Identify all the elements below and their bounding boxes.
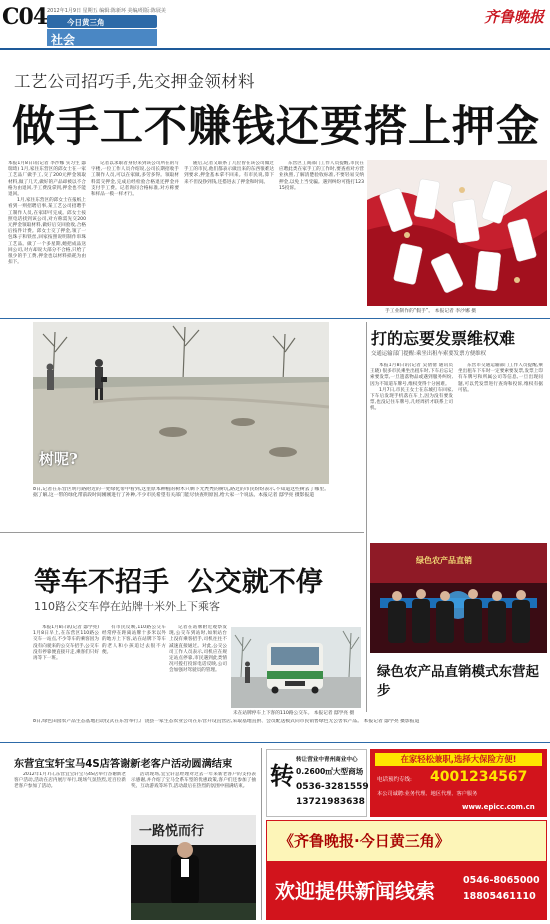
crafts-photo-caption: 手工业制作的“假手”。 本报记者 李沙娜 摄: [385, 309, 477, 314]
paper-logo: 齐鲁晚报: [484, 8, 545, 26]
car-headline: 东营宜宝轩宝马4S店答谢新老客户活动圆满结束: [14, 759, 233, 770]
ad-hotline: [266, 820, 547, 920]
car-body-col-2: 活动现场,宜宝轩总经理对过去一年来新老客户的支持表示感谢,并介绍了宝马全系车型的优惠政策,客户们还参加了抽奖、互动游戏等环节,活动最后在热烈的氛围中圆满结束。: [131, 772, 256, 790]
divider: [366, 322, 367, 712]
crafts-photo-illustration: [367, 160, 547, 306]
bus-photo-illustration: [231, 627, 361, 708]
ad-recruit-title: 在家轻松兼职,选择大保险方便!: [375, 753, 542, 766]
ad-transfer-line2: 0.2600㎡大型商场: [296, 767, 364, 776]
ad-recruit: [370, 749, 547, 817]
green-caption: 8日,绿色田园农产品生态基地启动仪式在东营举行,广饶县一家生态农业公司在东营开设直营店,采取基地直供、会员配送模式向市民销售绿色无公害农产品。 本报记者 邸学亮 摄影报道: [33, 719, 420, 724]
page-meta: 2012年1月9日 星期五 编辑:陈新环 美编/组版:陈展美: [47, 8, 166, 14]
ad-transfer-phone1: 0536-3281559: [296, 782, 369, 792]
ad-transfer-phone2: 13721983638: [296, 797, 365, 807]
bus-photo: [231, 627, 361, 708]
ad-transfer-char: 转: [270, 762, 294, 790]
divider: [0, 318, 550, 319]
bus-headline: 等车不招手 公交就不停: [34, 567, 323, 598]
invoice-headline: 打的忘要发票维权难: [371, 329, 516, 348]
ad-recruit-hotline: 4001234567: [430, 769, 528, 785]
section-name: 社会: [47, 29, 157, 46]
ad-hotline-phone2: 18805461110: [463, 891, 536, 902]
invoice-body-col-1: 本报1月8日讯(记者 吴倩倩 通讯员 王晓) 很多市民乘坐出租车时,下车后忘记索要发票,一旦遗落物品或遇到服务纠纷,因为不知道车牌号,维权变得十分困难。 1月7日,市民王女士在东城打车回家,下车后发现手机落在车上,因为没有要发票,也没记住车牌号,几经周折才联系上司机。: [370, 363, 453, 412]
masthead: [0, 0, 550, 54]
car-event-banner: 一路悦而行: [139, 824, 205, 839]
invoice-deck: 交通运输部门提醒:乘坐出租车索要发票方便维权: [371, 351, 487, 357]
bus-deck: 110路公交车停在站牌十米外上下乘客: [34, 600, 220, 613]
car-event-photo: [131, 815, 256, 920]
bus-body-col-2: 有市民反映,110路公交车经常停在距离站牌十多米以外的地方上下客,站在站牌下等车的老人和小孩追过去很不方便。: [102, 625, 166, 655]
ad-transfer-line1: 转让营业中青州商业中心: [296, 757, 358, 763]
divider: [261, 748, 262, 920]
ad-hotline-title: 《齐鲁晚报·今日黄三角》: [279, 832, 450, 850]
lead-body-col-3: 随后,记者又联系了几位曾在该公司做过手工的市民,他们都表示做出来的东西很难达到要求,押金基本拿不回来。有市民说,算下来不但没挣到钱,还搭进去了押金和时间。: [184, 161, 274, 185]
car-body-col-1: 2012年1月7日,东营宜宝轩宝马4S店举行答谢新老客户活动,活动在店内展厅举行,现场气氛热烈,近百位新老客户参加了活动。: [14, 772, 126, 790]
ad-recruit-hotline-label: 电话预约专线:: [377, 777, 412, 783]
page-code: C04: [2, 4, 48, 30]
lead-body-col-2: 记者以求职者身份来到该公司所在的写字楼,一位工作人员介绍说,公司长期招收手工制作人员,可以在家做,多劳多得。领取材料需交押金,完成后经检验合格退还押金并支付手工费。记者询问合格标准,对方称要和样品一模一样才行。: [91, 161, 179, 198]
ad-recruit-line: 本公司诚聘:业务代理、地区代理、客户服务: [377, 791, 478, 797]
section-tab-label: 今日黄三角: [67, 18, 105, 27]
invoice-body-col-2: 东营市交通运输部门工作人员提醒,乘坐出租车下车时一定要索要发票,发票上印有车牌号和所属公司等信息,一旦出现问题,可以凭发票进行查询和投诉,维权有据可依。: [458, 363, 543, 393]
ad-hotline-phone1: 0546-8065000: [463, 875, 540, 886]
tree-caption: 8日,记者在东营区明月路附近的一处绿化带中看到,这里原本种植的树木只剩下光秃秃的树坑,路过的市民纷纷表示,不知道这些树去了哪里。据了解,这一带的绿化带前段时间刚刚进行了补种,不少市民希望有关部门能尽快查明原因,给大家一个说法。本报记者 邸学亮 摄影报道: [33, 487, 329, 499]
launch-ceremony-photo: [370, 543, 547, 653]
lead-body-col-4: 东营区工商部门工作人员提醒,市民在应聘此类在家手工的工作时,要查看对方营业执照,了解清楚验收标准,不要轻易交纳押金,以免上当受骗。遇到纠纷可拨打12315投诉。: [279, 161, 364, 191]
section-tab: [47, 15, 157, 28]
divider: [0, 532, 364, 533]
tree-photo-overlay: 树呢?: [39, 450, 78, 468]
ad-hotline-band: [267, 861, 546, 919]
crafts-photo: [367, 160, 547, 306]
bus-body-col-1: 本报1月8日讯(记者 邸学亮) 1月8日早上,在东营区110路公交车一站点,不少等车的乘客因为没有向驶来的公交车招手,公交车没有停靠便直接开走,乘客们只好再等下一班。: [33, 625, 99, 662]
bus-photo-caption: 未在站牌停车上下客的110路公交车。 本报记者 邸学亮 摄: [233, 711, 355, 716]
ad-recruit-url: www.epicc.com.cn: [462, 803, 535, 811]
bus-body-col-3: 记者在站牌附近观察发现,公交车到站时,如果站台上没有乘客招手,司机往往不减速直接通过。对此,公交公司工作人员表示,司机应在规定站点停靠,市民遇到此类情况可拨打投诉电话反映,公司会加强对驾驶员的管理。: [169, 625, 227, 674]
lead-body-col-1: 本报1月8日讯(记者 李沙娜 实习生 邸瑞琦) 1月,家住东营区的邱女士在一家工艺品厂做手工,交了200元押金领取材料,做了几天,做好的产品却被以不合格为由退回,手工费没拿到,押金也不能退回。 1月,家住东营区的邱女士在报纸上看到一则招聘启事,某工艺公司招聘手工制作人员,在家即可完成。邱女士按照电话找到该公司,对方称需先交200元押金领取材料,做好后交回验收,合格后按件计费。邱女士交了押金,领了一包珠子和铁丝,回家按照说明制作串珠工艺品。做了一个多星期,她把成品送回公司,对方却说大部分不合格,只给了很少的手工费,押金也以材料损耗为由扣下。: [8, 161, 86, 266]
lead-headline: 做手工不赚钱还要搭上押金: [12, 102, 540, 152]
lead-kicker: 工艺公司招巧手,先交押金领材料: [14, 72, 255, 91]
green-headline: 绿色农产品直销模式东营起步: [377, 664, 539, 699]
divider: [0, 742, 550, 743]
masthead-rule: [0, 48, 550, 50]
ad-hotline-slogan: 欢迎提供新闻线索: [275, 879, 435, 903]
ceremony-stage-text: 绿色农产品直销: [416, 556, 472, 565]
tree-photo: [33, 322, 329, 484]
ad-transfer: [266, 749, 367, 817]
